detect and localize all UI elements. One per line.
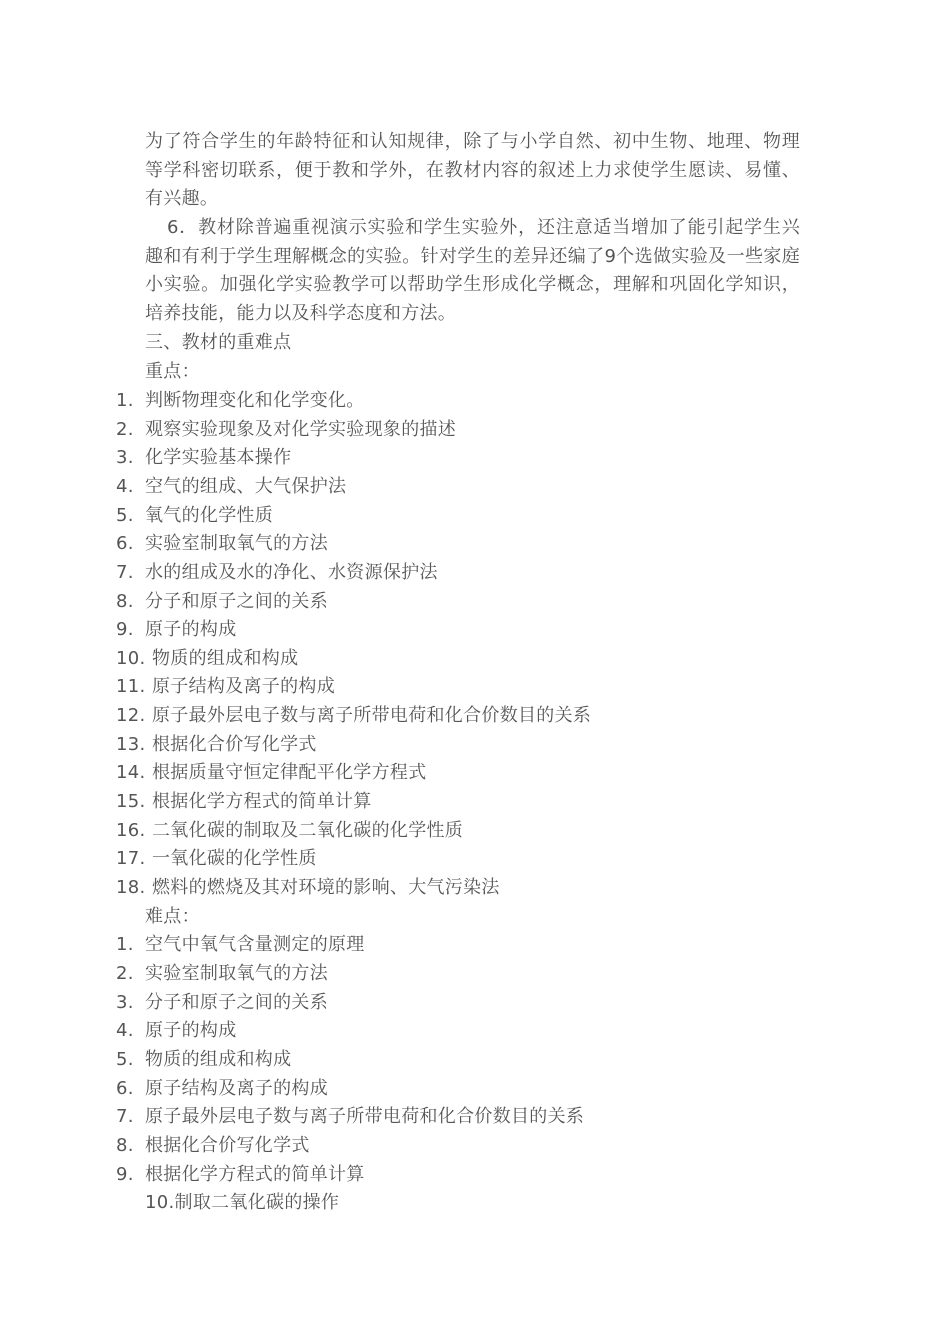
list-text: 一氧化碳的化学性质 [152,848,317,869]
list-text: 化学实验基本操作 [145,447,292,468]
list-text: 空气的组成、大气保护法 [145,476,347,497]
list-text: 二氧化碳的制取及二氧化碳的化学性质 [152,820,464,841]
list-number: 5. [116,1049,134,1070]
difficult-point-item [116,1016,237,1045]
difficult-point-item [116,959,328,988]
key-point-item [116,730,317,759]
list-text: 燃料的燃烧及其对环境的影响、大气污染法 [152,877,500,898]
list-text: 实验室制取氧气的方法 [145,963,328,984]
list-number: 7. [116,1106,134,1127]
list-text: 根据质量守恒定律配平化学方程式 [152,762,427,783]
key-point-item [116,501,273,530]
list-number: 18. [116,877,146,898]
difficult-point-item [116,930,365,959]
list-text: 氧气的化学性质 [145,505,274,526]
list-number: 6. [116,1078,134,1099]
list-text: 水的组成及水的净化、水资源保护法 [145,562,438,583]
list-number: 4. [116,1020,134,1041]
list-text: 原子的构成 [145,619,237,640]
key-point-item [116,758,427,787]
list-text: 根据化学方程式的简单计算 [152,791,372,812]
list-text: 判断物理变化和化学变化。 [145,390,365,411]
intro-paragraph: 为了符合学生的年龄特征和认知规律，除了与小学自然、初中生物、地理、物理等学科密切联系，便于教和学外，在教材内容的叙述上力求使学生愿读、易懂、有兴趣。 [145,131,800,210]
key-point-item [116,529,328,558]
list-number: 17. [116,848,146,869]
list-number: 5. [116,505,134,526]
list-text: 根据化学方程式的简单计算 [145,1164,365,1185]
list-number: 9. [116,1164,134,1185]
list-text: 根据化合价写化学式 [145,1135,310,1156]
list-number: 1. [116,390,134,411]
list-number: 14. [116,762,146,783]
list-text: 分子和原子之间的关系 [145,591,328,612]
list-text: 原子结构及离子的构成 [152,676,335,697]
difficult-point-last-item: 10.制取二氧化碳的操作 [145,1192,340,1213]
key-point-item [116,558,438,587]
list-text: 物质的组成和构成 [145,1049,292,1070]
list-number: 15. [116,791,146,812]
list-text: 观察实验现象及对化学实验现象的描述 [145,419,457,440]
section-heading: 三、教材的重难点 [145,332,292,353]
key-point-item [116,644,298,673]
list-text: 原子结构及离子的构成 [145,1078,328,1099]
key-point-item [116,873,500,902]
list-number: 11. [116,676,146,697]
list-number: 8. [116,591,134,612]
key-point-item [116,615,237,644]
list-text: 分子和原子之间的关系 [145,992,328,1013]
list-number: 7. [116,562,134,583]
point-6-paragraph: 6．教材除普遍重视演示实验和学生实验外，还注意适当增加了能引起学生兴趣和有利于学生理解概念的实验。针对学生的差异还编了9个选做实验及一些家庭小实验。加强化学实验教学可以帮助学生形成化学概念，理解和巩固化学知识，培养技能，能力以及科学态度和方法。 [145,217,800,324]
key-point-item [116,415,456,444]
key-point-item [116,472,346,501]
key-point-item [116,701,591,730]
list-text: 实验室制取氧气的方法 [145,533,328,554]
list-number: 13. [116,734,146,755]
list-text: 空气中氧气含量测定的原理 [145,934,365,955]
list-number: 16. [116,820,146,841]
list-number: 3. [116,992,134,1013]
list-text: 原子最外层电子数与离子所带电荷和化合价数目的关系 [152,705,592,726]
difficult-point-item [116,1131,310,1160]
key-point-item [116,672,335,701]
list-number: 10. [116,648,146,669]
key-point-item [116,787,372,816]
list-number: 4. [116,476,134,497]
list-text: 原子最外层电子数与离子所带电荷和化合价数目的关系 [145,1106,585,1127]
list-number: 12. [116,705,146,726]
key-point-item [116,386,365,415]
key-point-item [116,816,463,845]
list-number: 2. [116,419,134,440]
key-point-item [116,587,328,616]
list-number: 9. [116,619,134,640]
key-point-item [116,844,317,873]
list-text: 原子的构成 [145,1020,237,1041]
list-text: 根据化合价写化学式 [152,734,317,755]
difficult-point-item [116,1074,328,1103]
difficult-point-item [116,988,328,1017]
list-number: 1. [116,934,134,955]
list-text: 物质的组成和构成 [152,648,299,669]
key-points-label: 重点： [145,361,200,382]
list-number: 8. [116,1135,134,1156]
difficult-point-item [116,1160,365,1189]
list-number: 3. [116,447,134,468]
difficult-point-item [116,1045,291,1074]
list-number: 6. [116,533,134,554]
key-point-item [116,443,291,472]
difficult-points-label: 难点： [145,906,200,927]
list-number: 2. [116,963,134,984]
difficult-point-item [116,1102,584,1131]
